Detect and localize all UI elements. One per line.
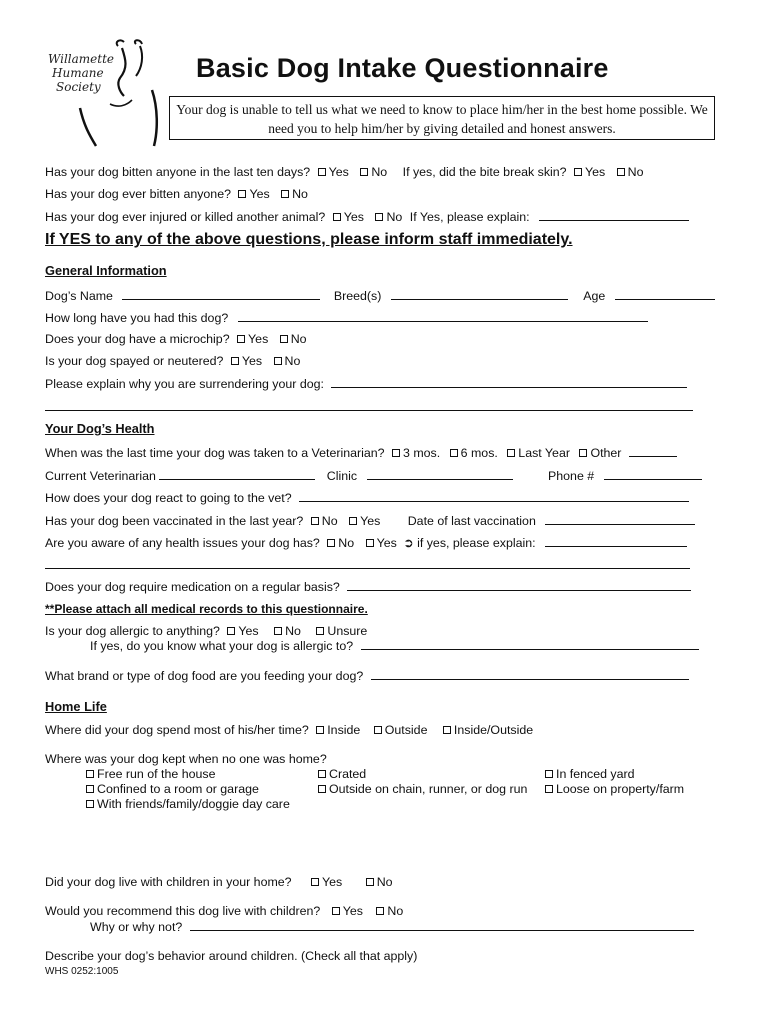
checkbox[interactable] bbox=[332, 907, 340, 915]
checkbox[interactable] bbox=[274, 627, 282, 635]
option-friends bbox=[86, 797, 290, 812]
kept-label: Where was your dog kept when no one was home? bbox=[45, 752, 327, 766]
yes-label: Yes bbox=[343, 210, 364, 224]
checkbox[interactable] bbox=[443, 726, 451, 734]
vet-clinic-row bbox=[45, 468, 702, 484]
current-vet-label: Current Veterinarian bbox=[45, 469, 156, 483]
explain-field[interactable] bbox=[539, 209, 689, 221]
spayed-row bbox=[45, 354, 300, 369]
checkbox[interactable] bbox=[360, 168, 368, 176]
yes-label: Yes bbox=[248, 332, 269, 346]
option-crated bbox=[318, 767, 366, 782]
vacc-date-field[interactable] bbox=[545, 513, 695, 525]
dog-name-field[interactable] bbox=[122, 288, 320, 300]
page-title: Basic Dog Intake Questionnaire bbox=[196, 53, 609, 83]
option-fenced bbox=[545, 767, 635, 782]
bite-last-ten-days-row bbox=[45, 165, 644, 180]
recommend-row bbox=[45, 904, 403, 919]
checkbox[interactable] bbox=[86, 800, 94, 808]
surrender-label: Please explain why you are surrendering your dog: bbox=[45, 377, 324, 391]
food-label: What brand or type of dog food are you feeding your dog? bbox=[45, 669, 364, 683]
checkbox[interactable] bbox=[281, 190, 289, 198]
vacc-date-label: Date of last vaccination bbox=[407, 514, 536, 528]
6-mos-label: 6 mos. bbox=[460, 446, 498, 460]
checkbox[interactable] bbox=[366, 539, 374, 547]
checkbox[interactable] bbox=[318, 168, 326, 176]
surrender-row bbox=[45, 376, 687, 392]
checkbox[interactable] bbox=[231, 357, 239, 365]
checkbox[interactable] bbox=[237, 335, 245, 343]
checkbox[interactable] bbox=[311, 517, 319, 525]
yes-label: Yes bbox=[376, 536, 397, 550]
home-heading: Home Life bbox=[45, 699, 107, 714]
food-field[interactable] bbox=[371, 668, 689, 680]
injured-animal-row bbox=[45, 209, 689, 225]
allergic-to-row bbox=[90, 638, 699, 654]
medication-label: Does your dog require medication on a regular basis? bbox=[45, 580, 340, 594]
logo-text-3: Society bbox=[56, 80, 101, 94]
phone-field[interactable] bbox=[604, 468, 702, 480]
no-label: No bbox=[371, 165, 388, 179]
phone-label: Phone # bbox=[548, 469, 595, 483]
checkbox[interactable] bbox=[450, 449, 458, 457]
other-field[interactable] bbox=[629, 445, 677, 457]
microchip-row bbox=[45, 332, 307, 347]
no-label: No bbox=[386, 210, 403, 224]
health-issues-row bbox=[45, 535, 687, 551]
no-label: No bbox=[292, 187, 308, 201]
checkbox[interactable] bbox=[333, 213, 341, 221]
name-breed-age-row bbox=[45, 288, 715, 304]
checkbox[interactable] bbox=[238, 190, 246, 198]
staff-alert: If YES to any of the above questions, please inform staff immediately. bbox=[45, 231, 573, 248]
spayed-label: Is your dog spayed or neutered? bbox=[45, 354, 224, 368]
chain-label: Outside on chain, runner, or dog run bbox=[329, 782, 528, 796]
clinic-label: Clinic bbox=[326, 469, 358, 483]
how-long-field[interactable] bbox=[238, 310, 648, 322]
medication-field[interactable] bbox=[347, 579, 691, 591]
checkbox[interactable] bbox=[376, 907, 384, 915]
last-year-label: Last Year bbox=[518, 446, 570, 460]
yes-label: Yes bbox=[238, 624, 259, 638]
vaccinated-label: Has your dog been vaccinated in the last year? bbox=[45, 514, 304, 528]
health-issues-field-line2[interactable] bbox=[45, 568, 690, 569]
option-confined bbox=[86, 782, 259, 797]
free-run-label: Free run of the house bbox=[97, 767, 216, 781]
no-label: No bbox=[387, 904, 404, 918]
inside-outside-label: Inside/Outside bbox=[453, 723, 534, 737]
confined-label: Confined to a room or garage bbox=[97, 782, 259, 796]
age-label: Age bbox=[583, 289, 606, 303]
age-field[interactable] bbox=[615, 288, 715, 300]
yes-label: Yes bbox=[342, 904, 363, 918]
breed-field[interactable] bbox=[391, 288, 568, 300]
clinic-field[interactable] bbox=[367, 468, 513, 480]
checkbox[interactable] bbox=[274, 357, 282, 365]
medication-row bbox=[45, 579, 691, 595]
yes-label: Yes bbox=[249, 187, 270, 201]
option-free-run bbox=[86, 767, 215, 782]
yes-label: Yes bbox=[241, 354, 263, 368]
no-label: No bbox=[284, 354, 301, 368]
how-long-row bbox=[45, 310, 648, 326]
behavior-label: Describe your dog’s behavior around children. (Check all that apply) bbox=[45, 949, 418, 963]
recommend-label: Would you recommend this dog live with children? bbox=[45, 904, 321, 918]
health-heading: Your Dog’s Health bbox=[45, 421, 155, 436]
checkbox[interactable] bbox=[507, 449, 515, 457]
checkbox[interactable] bbox=[227, 627, 235, 635]
vet-last-label: When was the last time your dog was taken to a Veterinarian? bbox=[45, 446, 385, 460]
outside-label: Outside bbox=[384, 723, 428, 737]
allergic-row bbox=[45, 624, 367, 639]
why-label: Why or why not? bbox=[90, 920, 183, 934]
vet-last-row bbox=[45, 445, 677, 461]
checkbox[interactable] bbox=[327, 539, 335, 547]
allergic-to-field[interactable] bbox=[361, 638, 699, 650]
checkbox[interactable] bbox=[545, 770, 553, 778]
logo-text-2: Humane bbox=[52, 66, 104, 80]
health-issues-label: Are you aware of any health issues your dog has? bbox=[45, 536, 320, 550]
unsure-label: Unsure bbox=[327, 624, 368, 638]
vet-react-label: How does your dog react to going to the vet? bbox=[45, 491, 292, 505]
crated-label: Crated bbox=[329, 767, 367, 781]
why-row bbox=[90, 919, 694, 935]
option-loose bbox=[545, 782, 684, 797]
yes-label: Yes bbox=[322, 875, 343, 889]
checkbox[interactable] bbox=[574, 168, 582, 176]
attach-records-note: **Please attach all medical records to this questionnaire. bbox=[45, 602, 368, 616]
no-label: No bbox=[338, 536, 355, 550]
checkbox[interactable] bbox=[392, 449, 400, 457]
checkbox[interactable] bbox=[316, 726, 324, 734]
checkbox[interactable] bbox=[86, 785, 94, 793]
logo-text-1: Willamette bbox=[48, 52, 115, 66]
surrender-field[interactable] bbox=[331, 376, 687, 388]
bite-q2-label: Has your dog ever bitten anyone? bbox=[45, 187, 231, 201]
children-row bbox=[45, 875, 393, 890]
explain-label: If Yes, please explain: bbox=[409, 210, 530, 224]
checkbox[interactable] bbox=[366, 878, 374, 886]
no-label: No bbox=[290, 332, 307, 346]
checkbox[interactable] bbox=[311, 878, 319, 886]
spend-time-row bbox=[45, 723, 533, 738]
checkbox[interactable] bbox=[579, 449, 587, 457]
checkbox[interactable] bbox=[349, 517, 357, 525]
no-label: No bbox=[627, 165, 644, 179]
vet-react-field[interactable] bbox=[299, 490, 689, 502]
vaccinated-row bbox=[45, 513, 695, 529]
yes-label: Yes bbox=[360, 514, 381, 528]
yes-label: Yes bbox=[585, 165, 606, 179]
spend-time-label: Where did your dog spend most of his/her time? bbox=[45, 723, 309, 737]
intro-box: Your dog is unable to tell us what we need to know to place him/her in the best home possible. We need you to help him/her by giving detailed and honest answers. bbox=[169, 96, 715, 140]
bite-ever-row bbox=[45, 187, 308, 202]
health-issues-field[interactable] bbox=[545, 535, 687, 547]
yes-label: Yes bbox=[328, 165, 349, 179]
inside-label: Inside bbox=[327, 723, 361, 737]
food-row bbox=[45, 668, 689, 684]
bite-q1-label: Has your dog bitten anyone in the last ten days? bbox=[45, 165, 311, 179]
checkbox[interactable] bbox=[617, 168, 625, 176]
3-mos-label: 3 mos. bbox=[403, 446, 441, 460]
dog-name-label: Dog’s Name bbox=[45, 289, 113, 303]
bite-skin-label: If yes, did the bite break skin? bbox=[402, 165, 567, 179]
fenced-label: In fenced yard bbox=[556, 767, 635, 781]
bite-q3-label: Has your dog ever injured or killed another animal? bbox=[45, 210, 326, 224]
other-label: Other bbox=[590, 446, 622, 460]
form-code: WHS 0252:1005 bbox=[45, 966, 119, 977]
checkbox[interactable] bbox=[318, 785, 326, 793]
checkbox[interactable] bbox=[545, 785, 553, 793]
surrender-field-line2[interactable] bbox=[45, 410, 693, 411]
checkbox[interactable] bbox=[86, 770, 94, 778]
checkbox[interactable] bbox=[316, 627, 324, 635]
arrow-icon: ➲ bbox=[403, 536, 414, 550]
no-label: No bbox=[376, 875, 393, 889]
why-field[interactable] bbox=[190, 919, 694, 931]
no-label: No bbox=[321, 514, 338, 528]
current-vet-field[interactable] bbox=[159, 468, 315, 480]
how-long-label: How long have you had this dog? bbox=[45, 311, 229, 325]
microchip-label: Does your dog have a microchip? bbox=[45, 332, 230, 346]
breed-label: Breed(s) bbox=[333, 289, 382, 303]
checkbox[interactable] bbox=[374, 726, 382, 734]
vet-react-row bbox=[45, 490, 689, 506]
checkbox[interactable] bbox=[318, 770, 326, 778]
if-yes-explain-label: if yes, please explain: bbox=[417, 536, 536, 550]
allergic-to-label: If yes, do you know what your dog is allergic to? bbox=[90, 639, 354, 653]
logo bbox=[40, 38, 160, 150]
checkbox[interactable] bbox=[280, 335, 288, 343]
children-label: Did your dog live with children in your home? bbox=[45, 875, 292, 889]
loose-label: Loose on property/farm bbox=[556, 782, 685, 796]
allergic-label: Is your dog allergic to anything? bbox=[45, 624, 220, 638]
checkbox[interactable] bbox=[375, 213, 383, 221]
friends-label: With friends/family/doggie day care bbox=[97, 797, 290, 811]
option-chain bbox=[318, 782, 527, 797]
general-heading: General Information bbox=[45, 263, 167, 278]
no-label: No bbox=[285, 624, 301, 638]
